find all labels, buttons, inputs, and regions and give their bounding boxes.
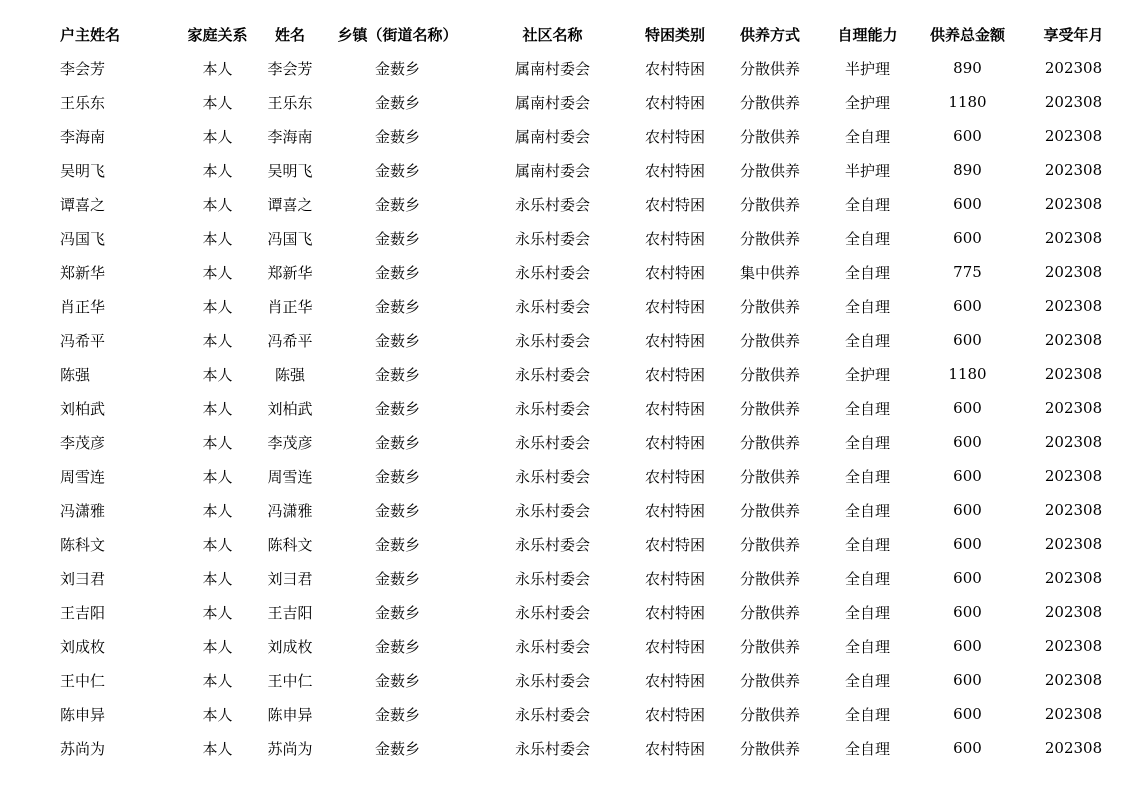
cell-hardship-category: 农村特困 (644, 127, 705, 146)
cell-household-head: 李会芳 (60, 59, 106, 78)
cell-benefit-month: 202308 (1044, 535, 1103, 553)
cell-hardship-category: 农村特困 (644, 705, 705, 724)
cell-township: 金薮乡 (374, 671, 420, 690)
support-roster-table (0, 17, 1122, 765)
cell-support-mode: 分散供养 (739, 603, 800, 622)
cell-community: 永乐村委会 (514, 331, 590, 350)
cell-household-head: 王乐东 (60, 93, 106, 112)
cell-self-care-ability: 全自理 (844, 739, 890, 758)
cell-relationship: 本人 (202, 127, 233, 146)
cell-household-head: 谭喜之 (60, 195, 106, 214)
cell-support-mode: 分散供养 (739, 161, 800, 180)
cell-support-mode: 分散供养 (739, 331, 800, 350)
cell-relationship: 本人 (202, 603, 233, 622)
cell-community: 永乐村委会 (514, 671, 590, 690)
header-hardship-category: 特困类别 (644, 25, 705, 44)
cell-self-care-ability: 全自理 (844, 263, 890, 282)
cell-name: 刘柏武 (267, 399, 313, 418)
cell-support-amount: 890 (953, 161, 982, 179)
cell-self-care-ability: 全自理 (844, 637, 890, 656)
cell-benefit-month: 202308 (1044, 195, 1103, 213)
cell-relationship: 本人 (202, 195, 233, 214)
cell-self-care-ability: 全自理 (844, 331, 890, 350)
cell-name: 王中仁 (267, 671, 313, 690)
cell-township: 金薮乡 (374, 467, 420, 486)
cell-support-mode: 分散供养 (739, 399, 800, 418)
cell-township: 金薮乡 (374, 705, 420, 724)
cell-hardship-category: 农村特困 (644, 739, 705, 758)
cell-household-head: 冯国飞 (60, 229, 106, 248)
cell-community: 永乐村委会 (514, 739, 590, 758)
header-self-care-ability: 自理能力 (837, 25, 898, 44)
cell-community: 属南村委会 (514, 59, 590, 78)
cell-support-mode: 分散供养 (739, 229, 800, 248)
cell-township: 金薮乡 (374, 331, 420, 350)
table-row (0, 527, 1122, 561)
cell-relationship: 本人 (202, 705, 233, 724)
cell-support-mode: 分散供养 (739, 93, 800, 112)
cell-relationship: 本人 (202, 671, 233, 690)
cell-support-amount: 600 (953, 535, 982, 553)
cell-relationship: 本人 (202, 467, 233, 486)
cell-household-head: 刘成枚 (60, 637, 106, 656)
cell-support-mode: 集中供养 (739, 263, 800, 282)
header-support-amount: 供养总金额 (929, 25, 1005, 44)
cell-township: 金薮乡 (374, 195, 420, 214)
cell-name: 冯希平 (267, 331, 313, 350)
cell-support-mode: 分散供养 (739, 467, 800, 486)
cell-township: 金薮乡 (374, 59, 420, 78)
cell-self-care-ability: 全自理 (844, 603, 890, 622)
cell-benefit-month: 202308 (1044, 399, 1103, 417)
cell-support-amount: 1180 (948, 365, 987, 383)
cell-name: 李茂彦 (267, 433, 313, 452)
cell-support-amount: 600 (953, 195, 982, 213)
cell-self-care-ability: 全自理 (844, 433, 890, 452)
table-row (0, 255, 1122, 289)
cell-relationship: 本人 (202, 535, 233, 554)
cell-community: 永乐村委会 (514, 365, 590, 384)
cell-community: 永乐村委会 (514, 263, 590, 282)
cell-self-care-ability: 全护理 (844, 93, 890, 112)
cell-hardship-category: 农村特困 (644, 569, 705, 588)
cell-hardship-category: 农村特困 (644, 229, 705, 248)
cell-township: 金薮乡 (374, 535, 420, 554)
cell-support-amount: 600 (953, 331, 982, 349)
table-row (0, 459, 1122, 493)
cell-hardship-category: 农村特困 (644, 331, 705, 350)
header-community: 社区名称 (522, 25, 583, 44)
table-row (0, 629, 1122, 663)
cell-support-amount: 890 (953, 59, 982, 77)
cell-relationship: 本人 (202, 161, 233, 180)
cell-self-care-ability: 全自理 (844, 569, 890, 588)
cell-self-care-ability: 全自理 (844, 399, 890, 418)
cell-support-amount: 600 (953, 229, 982, 247)
cell-community: 永乐村委会 (514, 569, 590, 588)
cell-township: 金薮乡 (374, 637, 420, 656)
cell-household-head: 吴明飞 (60, 161, 106, 180)
cell-self-care-ability: 全自理 (844, 229, 890, 248)
cell-relationship: 本人 (202, 93, 233, 112)
cell-relationship: 本人 (202, 739, 233, 758)
cell-township: 金薮乡 (374, 739, 420, 758)
header-name: 姓名 (274, 25, 305, 44)
cell-benefit-month: 202308 (1044, 127, 1103, 145)
cell-household-head: 周雪连 (60, 467, 106, 486)
cell-hardship-category: 农村特困 (644, 467, 705, 486)
cell-benefit-month: 202308 (1044, 637, 1103, 655)
cell-benefit-month: 202308 (1044, 263, 1103, 281)
cell-hardship-category: 农村特困 (644, 399, 705, 418)
cell-support-mode: 分散供养 (739, 365, 800, 384)
cell-support-amount: 600 (953, 399, 982, 417)
cell-household-head: 陈强 (60, 365, 91, 384)
cell-self-care-ability: 半护理 (844, 59, 890, 78)
cell-name: 王吉阳 (267, 603, 313, 622)
cell-support-mode: 分散供养 (739, 59, 800, 78)
cell-benefit-month: 202308 (1044, 229, 1103, 247)
cell-household-head: 苏尚为 (60, 739, 106, 758)
cell-benefit-month: 202308 (1044, 569, 1103, 587)
cell-community: 永乐村委会 (514, 229, 590, 248)
cell-hardship-category: 农村特困 (644, 535, 705, 554)
cell-community: 永乐村委会 (514, 705, 590, 724)
cell-relationship: 本人 (202, 263, 233, 282)
cell-township: 金薮乡 (374, 127, 420, 146)
cell-support-mode: 分散供养 (739, 501, 800, 520)
cell-benefit-month: 202308 (1044, 93, 1103, 111)
cell-community: 属南村委会 (514, 161, 590, 180)
header-household-head: 户主姓名 (60, 25, 121, 44)
cell-township: 金薮乡 (374, 433, 420, 452)
cell-community: 永乐村委会 (514, 535, 590, 554)
cell-self-care-ability: 全自理 (844, 195, 890, 214)
cell-community: 永乐村委会 (514, 501, 590, 520)
cell-relationship: 本人 (202, 297, 233, 316)
cell-support-amount: 600 (953, 297, 982, 315)
cell-hardship-category: 农村特困 (644, 195, 705, 214)
cell-name: 陈强 (274, 365, 305, 384)
cell-relationship: 本人 (202, 365, 233, 384)
cell-township: 金薮乡 (374, 399, 420, 418)
table-row (0, 731, 1122, 765)
cell-self-care-ability: 全自理 (844, 127, 890, 146)
cell-relationship: 本人 (202, 501, 233, 520)
cell-benefit-month: 202308 (1044, 161, 1103, 179)
cell-township: 金薮乡 (374, 569, 420, 588)
cell-relationship: 本人 (202, 59, 233, 78)
cell-self-care-ability: 全自理 (844, 297, 890, 316)
table-row (0, 85, 1122, 119)
table-row (0, 663, 1122, 697)
cell-support-mode: 分散供养 (739, 637, 800, 656)
cell-support-amount: 775 (953, 263, 982, 281)
cell-name: 肖正华 (267, 297, 313, 316)
cell-name: 李会芳 (267, 59, 313, 78)
table-row (0, 493, 1122, 527)
cell-hardship-category: 农村特困 (644, 637, 705, 656)
header-row (0, 17, 1122, 51)
cell-benefit-month: 202308 (1044, 331, 1103, 349)
cell-community: 永乐村委会 (514, 297, 590, 316)
cell-hardship-category: 农村特困 (644, 59, 705, 78)
cell-support-mode: 分散供养 (739, 535, 800, 554)
cell-self-care-ability: 全自理 (844, 467, 890, 486)
cell-name: 刘成枚 (267, 637, 313, 656)
table-row (0, 391, 1122, 425)
cell-name: 冯国飞 (267, 229, 313, 248)
table-row (0, 697, 1122, 731)
cell-support-amount: 1180 (948, 93, 987, 111)
cell-support-mode: 分散供养 (739, 127, 800, 146)
cell-name: 郑新华 (267, 263, 313, 282)
cell-hardship-category: 农村特困 (644, 161, 705, 180)
cell-household-head: 李茂彦 (60, 433, 106, 452)
cell-household-head: 冯希平 (60, 331, 106, 350)
table-row (0, 323, 1122, 357)
cell-benefit-month: 202308 (1044, 59, 1103, 77)
cell-support-amount: 600 (953, 467, 982, 485)
cell-benefit-month: 202308 (1044, 739, 1103, 757)
cell-support-amount: 600 (953, 603, 982, 621)
table-row (0, 221, 1122, 255)
cell-community: 属南村委会 (514, 127, 590, 146)
cell-support-mode: 分散供养 (739, 433, 800, 452)
cell-benefit-month: 202308 (1044, 433, 1103, 451)
table-row (0, 187, 1122, 221)
cell-hardship-category: 农村特困 (644, 433, 705, 452)
cell-household-head: 肖正华 (60, 297, 106, 316)
header-benefit-month: 享受年月 (1043, 25, 1104, 44)
cell-township: 金薮乡 (374, 365, 420, 384)
cell-township: 金薮乡 (374, 263, 420, 282)
cell-relationship: 本人 (202, 637, 233, 656)
cell-township: 金薮乡 (374, 297, 420, 316)
cell-self-care-ability: 全护理 (844, 365, 890, 384)
cell-relationship: 本人 (202, 229, 233, 248)
cell-hardship-category: 农村特困 (644, 501, 705, 520)
cell-support-mode: 分散供养 (739, 739, 800, 758)
header-support-mode: 供养方式 (739, 25, 800, 44)
cell-household-head: 刘彐君 (60, 569, 106, 588)
cell-household-head: 李海南 (60, 127, 106, 146)
table-row (0, 153, 1122, 187)
cell-hardship-category: 农村特困 (644, 603, 705, 622)
table-row (0, 561, 1122, 595)
cell-self-care-ability: 全自理 (844, 671, 890, 690)
cell-support-mode: 分散供养 (739, 705, 800, 724)
cell-relationship: 本人 (202, 569, 233, 588)
cell-hardship-category: 农村特困 (644, 93, 705, 112)
cell-benefit-month: 202308 (1044, 671, 1103, 689)
cell-relationship: 本人 (202, 433, 233, 452)
cell-household-head: 王吉阳 (60, 603, 106, 622)
cell-household-head: 郑新华 (60, 263, 106, 282)
cell-benefit-month: 202308 (1044, 705, 1103, 723)
cell-township: 金薮乡 (374, 161, 420, 180)
table-row (0, 595, 1122, 629)
cell-support-amount: 600 (953, 705, 982, 723)
cell-name: 周雪连 (267, 467, 313, 486)
header-relationship: 家庭关系 (187, 25, 248, 44)
cell-community: 永乐村委会 (514, 399, 590, 418)
cell-household-head: 冯潇雅 (60, 501, 106, 520)
table-body (0, 51, 1122, 765)
cell-support-amount: 600 (953, 637, 982, 655)
cell-support-mode: 分散供养 (739, 195, 800, 214)
cell-name: 刘彐君 (267, 569, 313, 588)
cell-support-mode: 分散供养 (739, 297, 800, 316)
cell-hardship-category: 农村特困 (644, 365, 705, 384)
cell-name: 谭喜之 (267, 195, 313, 214)
cell-hardship-category: 农村特困 (644, 297, 705, 316)
table-row (0, 425, 1122, 459)
cell-benefit-month: 202308 (1044, 365, 1103, 383)
cell-household-head: 王中仁 (60, 671, 106, 690)
cell-self-care-ability: 全自理 (844, 501, 890, 520)
cell-name: 吴明飞 (267, 161, 313, 180)
header-township: 乡镇（街道名称） (337, 25, 458, 44)
cell-benefit-month: 202308 (1044, 467, 1103, 485)
cell-support-mode: 分散供养 (739, 569, 800, 588)
cell-hardship-category: 农村特困 (644, 671, 705, 690)
cell-name: 陈科文 (267, 535, 313, 554)
cell-name: 王乐东 (267, 93, 313, 112)
table-row (0, 289, 1122, 323)
cell-self-care-ability: 全自理 (844, 705, 890, 724)
cell-relationship: 本人 (202, 331, 233, 350)
cell-benefit-month: 202308 (1044, 603, 1103, 621)
cell-name: 苏尚为 (267, 739, 313, 758)
table-row (0, 51, 1122, 85)
cell-hardship-category: 农村特困 (644, 263, 705, 282)
cell-community: 永乐村委会 (514, 433, 590, 452)
cell-benefit-month: 202308 (1044, 501, 1103, 519)
cell-support-amount: 600 (953, 433, 982, 451)
cell-community: 永乐村委会 (514, 603, 590, 622)
cell-self-care-ability: 半护理 (844, 161, 890, 180)
cell-community: 永乐村委会 (514, 195, 590, 214)
cell-name: 李海南 (267, 127, 313, 146)
cell-support-amount: 600 (953, 739, 982, 757)
cell-household-head: 陈科文 (60, 535, 106, 554)
cell-relationship: 本人 (202, 399, 233, 418)
cell-township: 金薮乡 (374, 93, 420, 112)
cell-household-head: 陈申异 (60, 705, 106, 724)
cell-support-amount: 600 (953, 127, 982, 145)
cell-self-care-ability: 全自理 (844, 535, 890, 554)
cell-township: 金薮乡 (374, 229, 420, 248)
cell-name: 冯潇雅 (267, 501, 313, 520)
cell-community: 永乐村委会 (514, 637, 590, 656)
cell-support-amount: 600 (953, 501, 982, 519)
cell-township: 金薮乡 (374, 501, 420, 520)
cell-support-amount: 600 (953, 569, 982, 587)
cell-support-mode: 分散供养 (739, 671, 800, 690)
cell-community: 永乐村委会 (514, 467, 590, 486)
table-row (0, 357, 1122, 391)
cell-community: 属南村委会 (514, 93, 590, 112)
cell-township: 金薮乡 (374, 603, 420, 622)
cell-benefit-month: 202308 (1044, 297, 1103, 315)
cell-support-amount: 600 (953, 671, 982, 689)
table-row (0, 119, 1122, 153)
table-header (0, 17, 1122, 51)
cell-household-head: 刘柏武 (60, 399, 106, 418)
cell-name: 陈申异 (267, 705, 313, 724)
